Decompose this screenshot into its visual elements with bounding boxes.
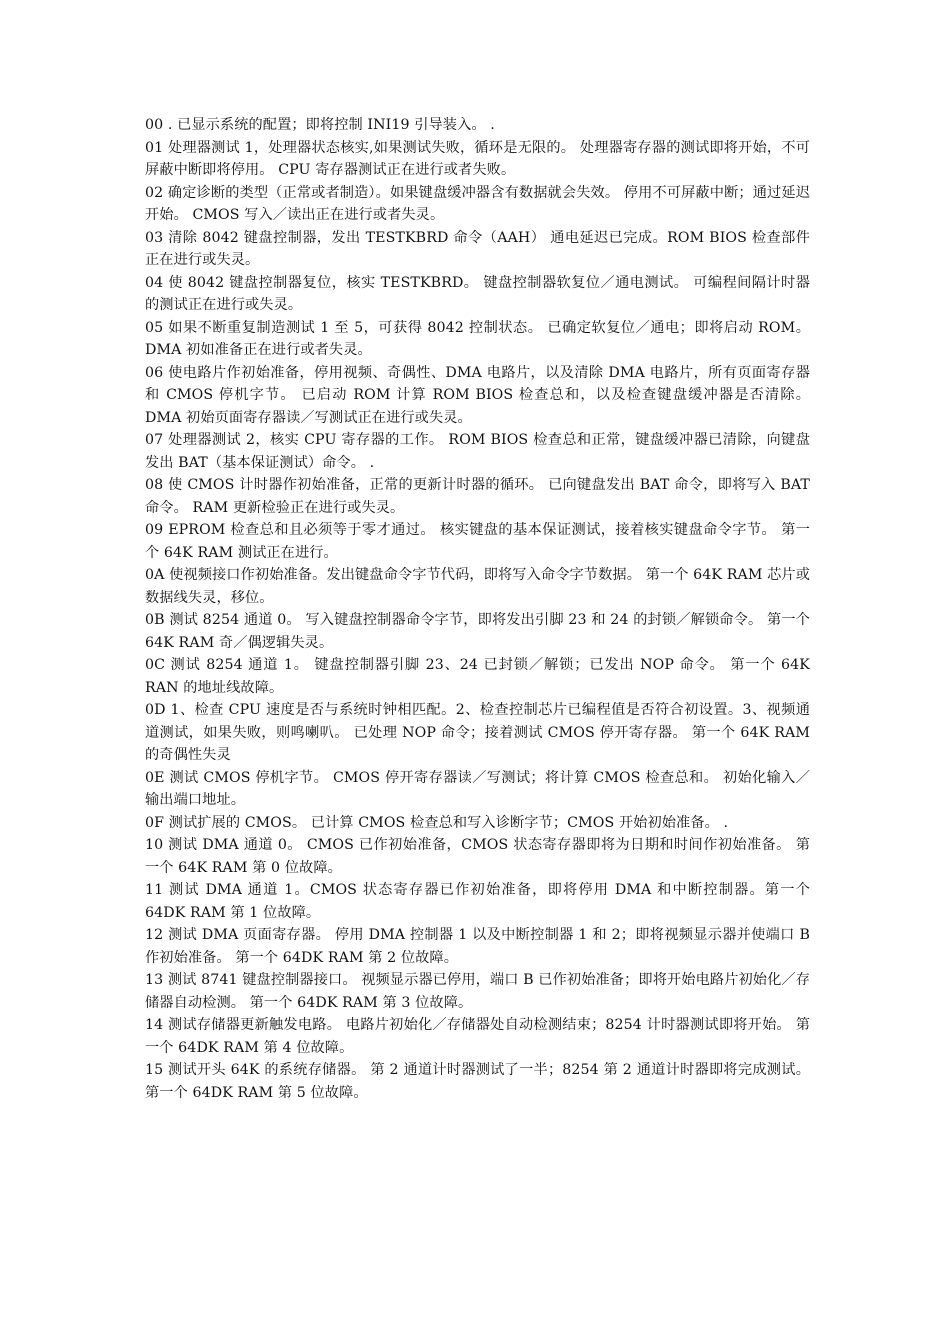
post-code-0f: 0F 测试扩展的 CMOS。 已计算 CMOS 检查总和写入诊断字节；CMOS 开始初始准备。 . bbox=[145, 814, 729, 831]
post-code-02: 02 确定诊断的类型（正常或者制造）。如果键盘缓冲器含有数据就会失效。 停用不可屏蔽中断；通过延迟开始。 CMOS 写入／读出正在进行或者失灵。 bbox=[145, 184, 810, 223]
post-code-13: 13 测试 8741 键盘控制器接口。 视频显示器已停用，端口 B 已作初始准备；即将开始电路片初始化／存储器自动检测。 第一个 64DK RAM 第 3 位故障。 bbox=[145, 972, 810, 1011]
post-code-10: 10 测试 DMA 通道 0。 CMOS 已作初始准备，CMOS 状态寄存器即将为日期和时间作初始准备。 第一个 64K RAM 第 0 位故障。 bbox=[145, 837, 810, 876]
post-code-08: 08 使 CMOS 计时器作初始准备，正常的更新计时器的循环。 已向键盘发出 BAT 命令，即将写入 BAT 命令。 RAM 更新检验正在进行或失灵。 bbox=[145, 477, 810, 516]
post-code-09: 09 EPROM 检查总和且必须等于零才通过。 核实键盘的基本保证测试，接着核实键盘命令字节。 第一个 64K RAM 测试正在进行。 bbox=[145, 522, 810, 561]
post-code-14: 14 测试存储器更新触发电路。 电路片初始化／存储器处自动检测结束；8254 计时器测试即将开始。 第一个 64DK RAM 第 4 位故障。 bbox=[145, 1017, 810, 1056]
post-code-00: 00 . 已显示系统的配置；即将控制 INI19 引导装入。 . bbox=[145, 117, 495, 133]
post-code-12: 12 测试 DMA 页面寄存器。 停用 DMA 控制器 1 以及中断控制器 1 和 2；即将视频显示器并使端口 B 作初始准备。 第一个 64DK RAM 第 2 位故障。 bbox=[145, 927, 810, 966]
post-code-01: 01 处理器测试 1，处理器状态核实,如果测试失败，循环是无限的。 处理器寄存器的测试即将开始，不可屏蔽中断即将停用。 CPU 寄存器测试正在进行或者失败。 bbox=[145, 139, 810, 178]
post-code-0a: 0A 使视频接口作初始准备。发出键盘命令字节代码，即将写入命令字节数据。 第一个 64K RAM 芯片或数据线失灵，移位。 bbox=[145, 567, 810, 606]
post-code-0e: 0E 测试 CMOS 停机字节。 CMOS 停开寄存器读／写测试；将计算 CMOS 检查总和。 初始化输入／输出端口地址。 bbox=[145, 769, 810, 808]
post-code-06: 06 使电路片作初始准备，停用视频、奇偶性、DMA 电路片，以及清除 DMA 电路片，所有页面寄存器和 CMOS 停机字节。 已启动 ROM 计算 ROM BIOS 检查总和，以及检查键盘缓冲器是否清除。 DMA 初始页面寄存器读／写测试正在进行或失灵。 bbox=[145, 364, 810, 426]
post-code-11: 11 测试 DMA 通道 1。CMOS 状态寄存器已作初始准备，即将停用 DMA 和中断控制器。第一个 64DK RAM 第 1 位故障。 bbox=[145, 882, 810, 921]
post-code-07: 07 处理器测试 2，核实 CPU 寄存器的工作。 ROM BIOS 检查总和正常，键盘缓冲器已清除，向键盘发出 BAT（基本保证测试）命令。 . bbox=[145, 432, 810, 471]
post-code-0d: 0D 1、检查 CPU 速度是否与系统时钟相匹配。2、检查控制芯片已编程值是否符合初设置。3、视频通道测试，如果失败，则鸣喇叭。 已处理 NOP 命令；接着测试 CMOS 停开寄存器。 第一个 64K RAM 的奇偶性失灵 bbox=[145, 702, 810, 763]
post-code-05: 05 如果不断重复制造测试 1 至 5，可获得 8042 控制状态。 已确定软复位／通电；即将启动 ROM。 DMA 初如准备正在进行或者失灵。 bbox=[145, 319, 810, 358]
post-code-0c: 0C 测试 8254 通道 1。 键盘控制器引脚 23、24 已封锁／解锁；已发出 NOP 命令。 第一个 64K RAN 的地址线故障。 bbox=[145, 657, 810, 696]
post-code-0b: 0B 测试 8254 通道 0。 写入键盘控制器命令字节，即将发出引脚 23 和 24 的封锁／解锁命令。 第一个 64K RAM 奇／偶逻辑失灵。 bbox=[145, 612, 810, 651]
post-code-15: 15 测试开头 64K 的系统存储器。 第 2 通道计时器测试了一半；8254 第 2 通道计时器即将完成测试。 第一个 64DK RAM 第 5 位故障。 bbox=[145, 1062, 810, 1101]
post-code-04: 04 使 8042 键盘控制器复位，核实 TESTKBRD。 键盘控制器软复位／通电测试。 可编程间隔计时器的测试正在进行或失灵。 bbox=[145, 274, 810, 313]
document-body bbox=[145, 114, 810, 1104]
post-code-03: 03 清除 8042 键盘控制器，发出 TESTKBRD 命令（AAH） 通电延迟已完成。ROM BIOS 检查部件正在进行或失灵。 bbox=[145, 229, 810, 268]
